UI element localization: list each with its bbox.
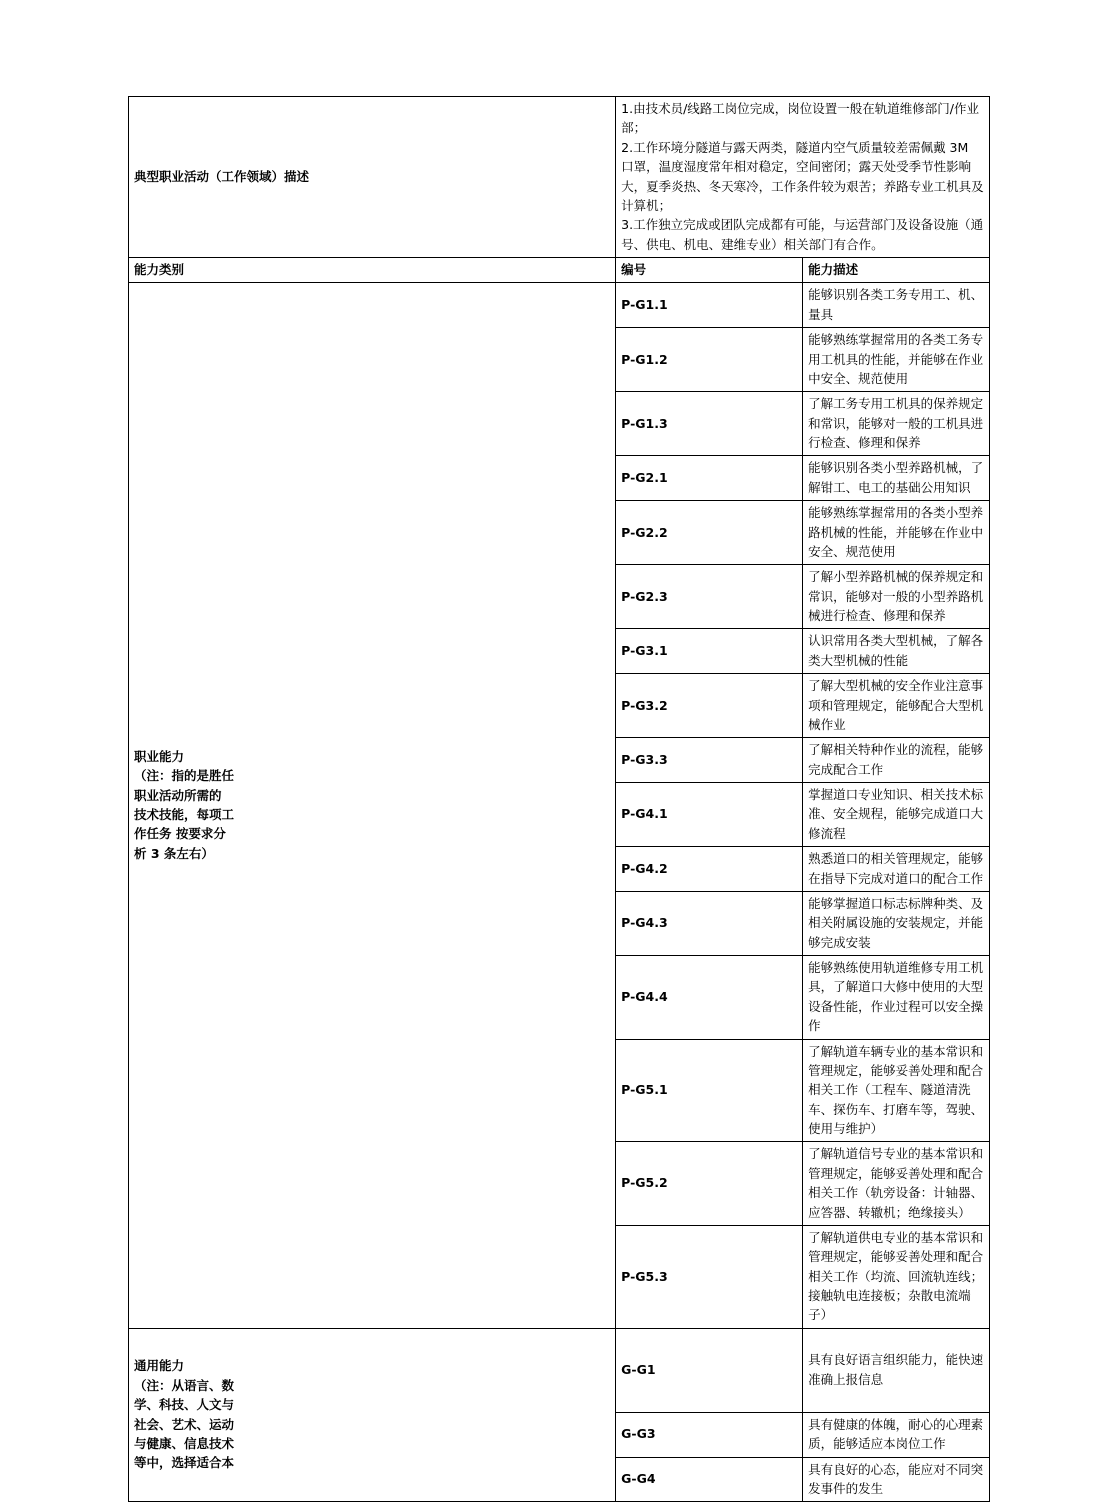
header-description: 能力描述: [803, 258, 990, 283]
vocational-desc: 了解相关特种作业的流程，能够完成配合工作: [803, 738, 990, 783]
vocational-code: P-G3.1: [616, 629, 803, 674]
vocational-desc: 了解小型养路机械的保养规定和常识，能够对一般的小型养路机械进行检查、修理和保养: [803, 565, 990, 629]
vocational-label-line-6: 析 3 条左右）: [134, 845, 214, 861]
general-label-line-2: （注：从语言、数: [134, 1377, 235, 1393]
typical-activity-line-2: 2.工作环境分隧道与露天两类，隧道内空气质量较差需佩戴 3M 口罩，温度湿度常年相对稳定，空间密闭；露天处受季节性影响大，夏季炎热、冬天寒冷，工作条件较为艰苦；养路专业工机具及计算机；: [621, 139, 984, 213]
vocational-desc: 能够掌握道口标志标牌种类、及相关附属设施的安装规定，并能够完成安装: [803, 891, 990, 955]
table-row-typical-activity: [129, 97, 990, 258]
vocational-code: P-G2.1: [616, 456, 803, 501]
general-code: G-G3: [616, 1412, 803, 1457]
vocational-desc: 能够熟练掌握常用的各类工务专用工机具的性能，并能够在作业中安全、规范使用: [803, 328, 990, 392]
vocational-desc: 了解轨道信号专业的基本常识和管理规定，能够妥善处理和配合相关工作（轨旁设备：计轴器、应答器、转辙机；绝缘接头）: [803, 1142, 990, 1226]
vocational-desc: 了解大型机械的安全作业注意事项和管理规定，能够配合大型机械作业: [803, 674, 990, 738]
general-desc: 具有良好的心态，能应对不同突发事件的发生: [803, 1457, 990, 1502]
vocational-desc: 认识常用各类大型机械，了解各类大型机械的性能: [803, 629, 990, 674]
vocational-desc: 能够识别各类小型养路机械，了解钳工、电工的基础公用知识: [803, 456, 990, 501]
vocational-code: P-G5.2: [616, 1142, 803, 1226]
competency-table: [128, 96, 990, 1502]
vocational-label-line-4: 技术技能，每项工: [134, 807, 235, 823]
table-row-general-1: [129, 1328, 990, 1412]
vocational-label: [129, 283, 616, 1328]
vocational-desc: 能够熟练使用轨道维修专用工机具，了解道口大修中使用的大型设备性能，作业过程可以安全操作: [803, 956, 990, 1040]
general-label-line-5: 与健康、信息技术: [134, 1435, 235, 1451]
typical-activity-description: [616, 97, 990, 258]
general-desc: 具有健康的体魄，耐心的心理素质，能够适应本岗位工作: [803, 1412, 990, 1457]
general-label-line-3: 学、科技、人文与: [134, 1397, 235, 1413]
vocational-desc: 能够识别各类工务专用工、机、量具: [803, 283, 990, 328]
vocational-code: P-G2.3: [616, 565, 803, 629]
general-label-line-6: 等中，选择适合本: [134, 1455, 235, 1471]
general-code: G-G4: [616, 1457, 803, 1502]
table-header-row: [129, 258, 990, 283]
vocational-desc: 了解工务专用工机具的保养规定和常识，能够对一般的工机具进行检查、修理和保养: [803, 392, 990, 456]
vocational-code: P-G1.3: [616, 392, 803, 456]
general-code: G-G1: [616, 1328, 803, 1412]
typical-activity-label: 典型职业活动（工作领域）描述: [129, 97, 616, 258]
vocational-code: P-G3.3: [616, 738, 803, 783]
vocational-code: P-G4.3: [616, 891, 803, 955]
vocational-code: P-G3.2: [616, 674, 803, 738]
vocational-desc: 了解轨道车辆专业的基本常识和管理规定，能够妥善处理和配合相关工作（工程车、隧道清洗车、探伤车、打磨车等，驾驶、使用与维护）: [803, 1039, 990, 1142]
vocational-desc: 了解轨道供电专业的基本常识和管理规定，能够妥善处理和配合相关工作（均流、回流轨连线；接触轨电连接板；杂散电流端子）: [803, 1225, 990, 1328]
vocational-code: P-G1.1: [616, 283, 803, 328]
general-desc: 具有良好语言组织能力，能快速准确上报信息: [803, 1328, 990, 1412]
header-category: 能力类别: [129, 258, 616, 283]
vocational-code: P-G1.2: [616, 328, 803, 392]
vocational-code: P-G4.4: [616, 956, 803, 1040]
vocational-desc: 能够熟练掌握常用的各类小型养路机械的性能，并能够在作业中安全、规范使用: [803, 501, 990, 565]
vocational-label-line-3: 职业活动所需的: [134, 787, 222, 803]
typical-activity-line-3: 3.工作独立完成或团队完成都有可能，与运营部门及设备设施（通号、供电、机电、建维专业）相关部门有合作。: [621, 217, 984, 252]
vocational-desc: 熟悉道口的相关管理规定，能够在指导下完成对道口的配合工作: [803, 847, 990, 892]
vocational-label-line-2: （注：指的是胜任: [134, 768, 235, 784]
vocational-desc: 掌握道口专业知识、相关技术标准、安全规程，能够完成道口大修流程: [803, 783, 990, 847]
vocational-code: P-G5.1: [616, 1039, 803, 1142]
vocational-code: P-G5.3: [616, 1225, 803, 1328]
vocational-label-line-5: 作任务 按要求分: [134, 826, 226, 842]
general-label-line-1: 通用能力: [134, 1358, 185, 1374]
vocational-label-line-1: 职业能力: [134, 748, 185, 764]
typical-activity-line-1: 1.由技术员/线路工岗位完成，岗位设置一般在轨道维修部门/作业部；: [621, 101, 979, 136]
vocational-code: P-G4.1: [616, 783, 803, 847]
vocational-code: P-G4.2: [616, 847, 803, 892]
general-label: [129, 1328, 616, 1502]
general-label-line-4: 社会、艺术、运动: [134, 1416, 235, 1432]
table-row-vocational-1: [129, 283, 990, 328]
vocational-code: P-G2.2: [616, 501, 803, 565]
header-code: 编号: [616, 258, 803, 283]
